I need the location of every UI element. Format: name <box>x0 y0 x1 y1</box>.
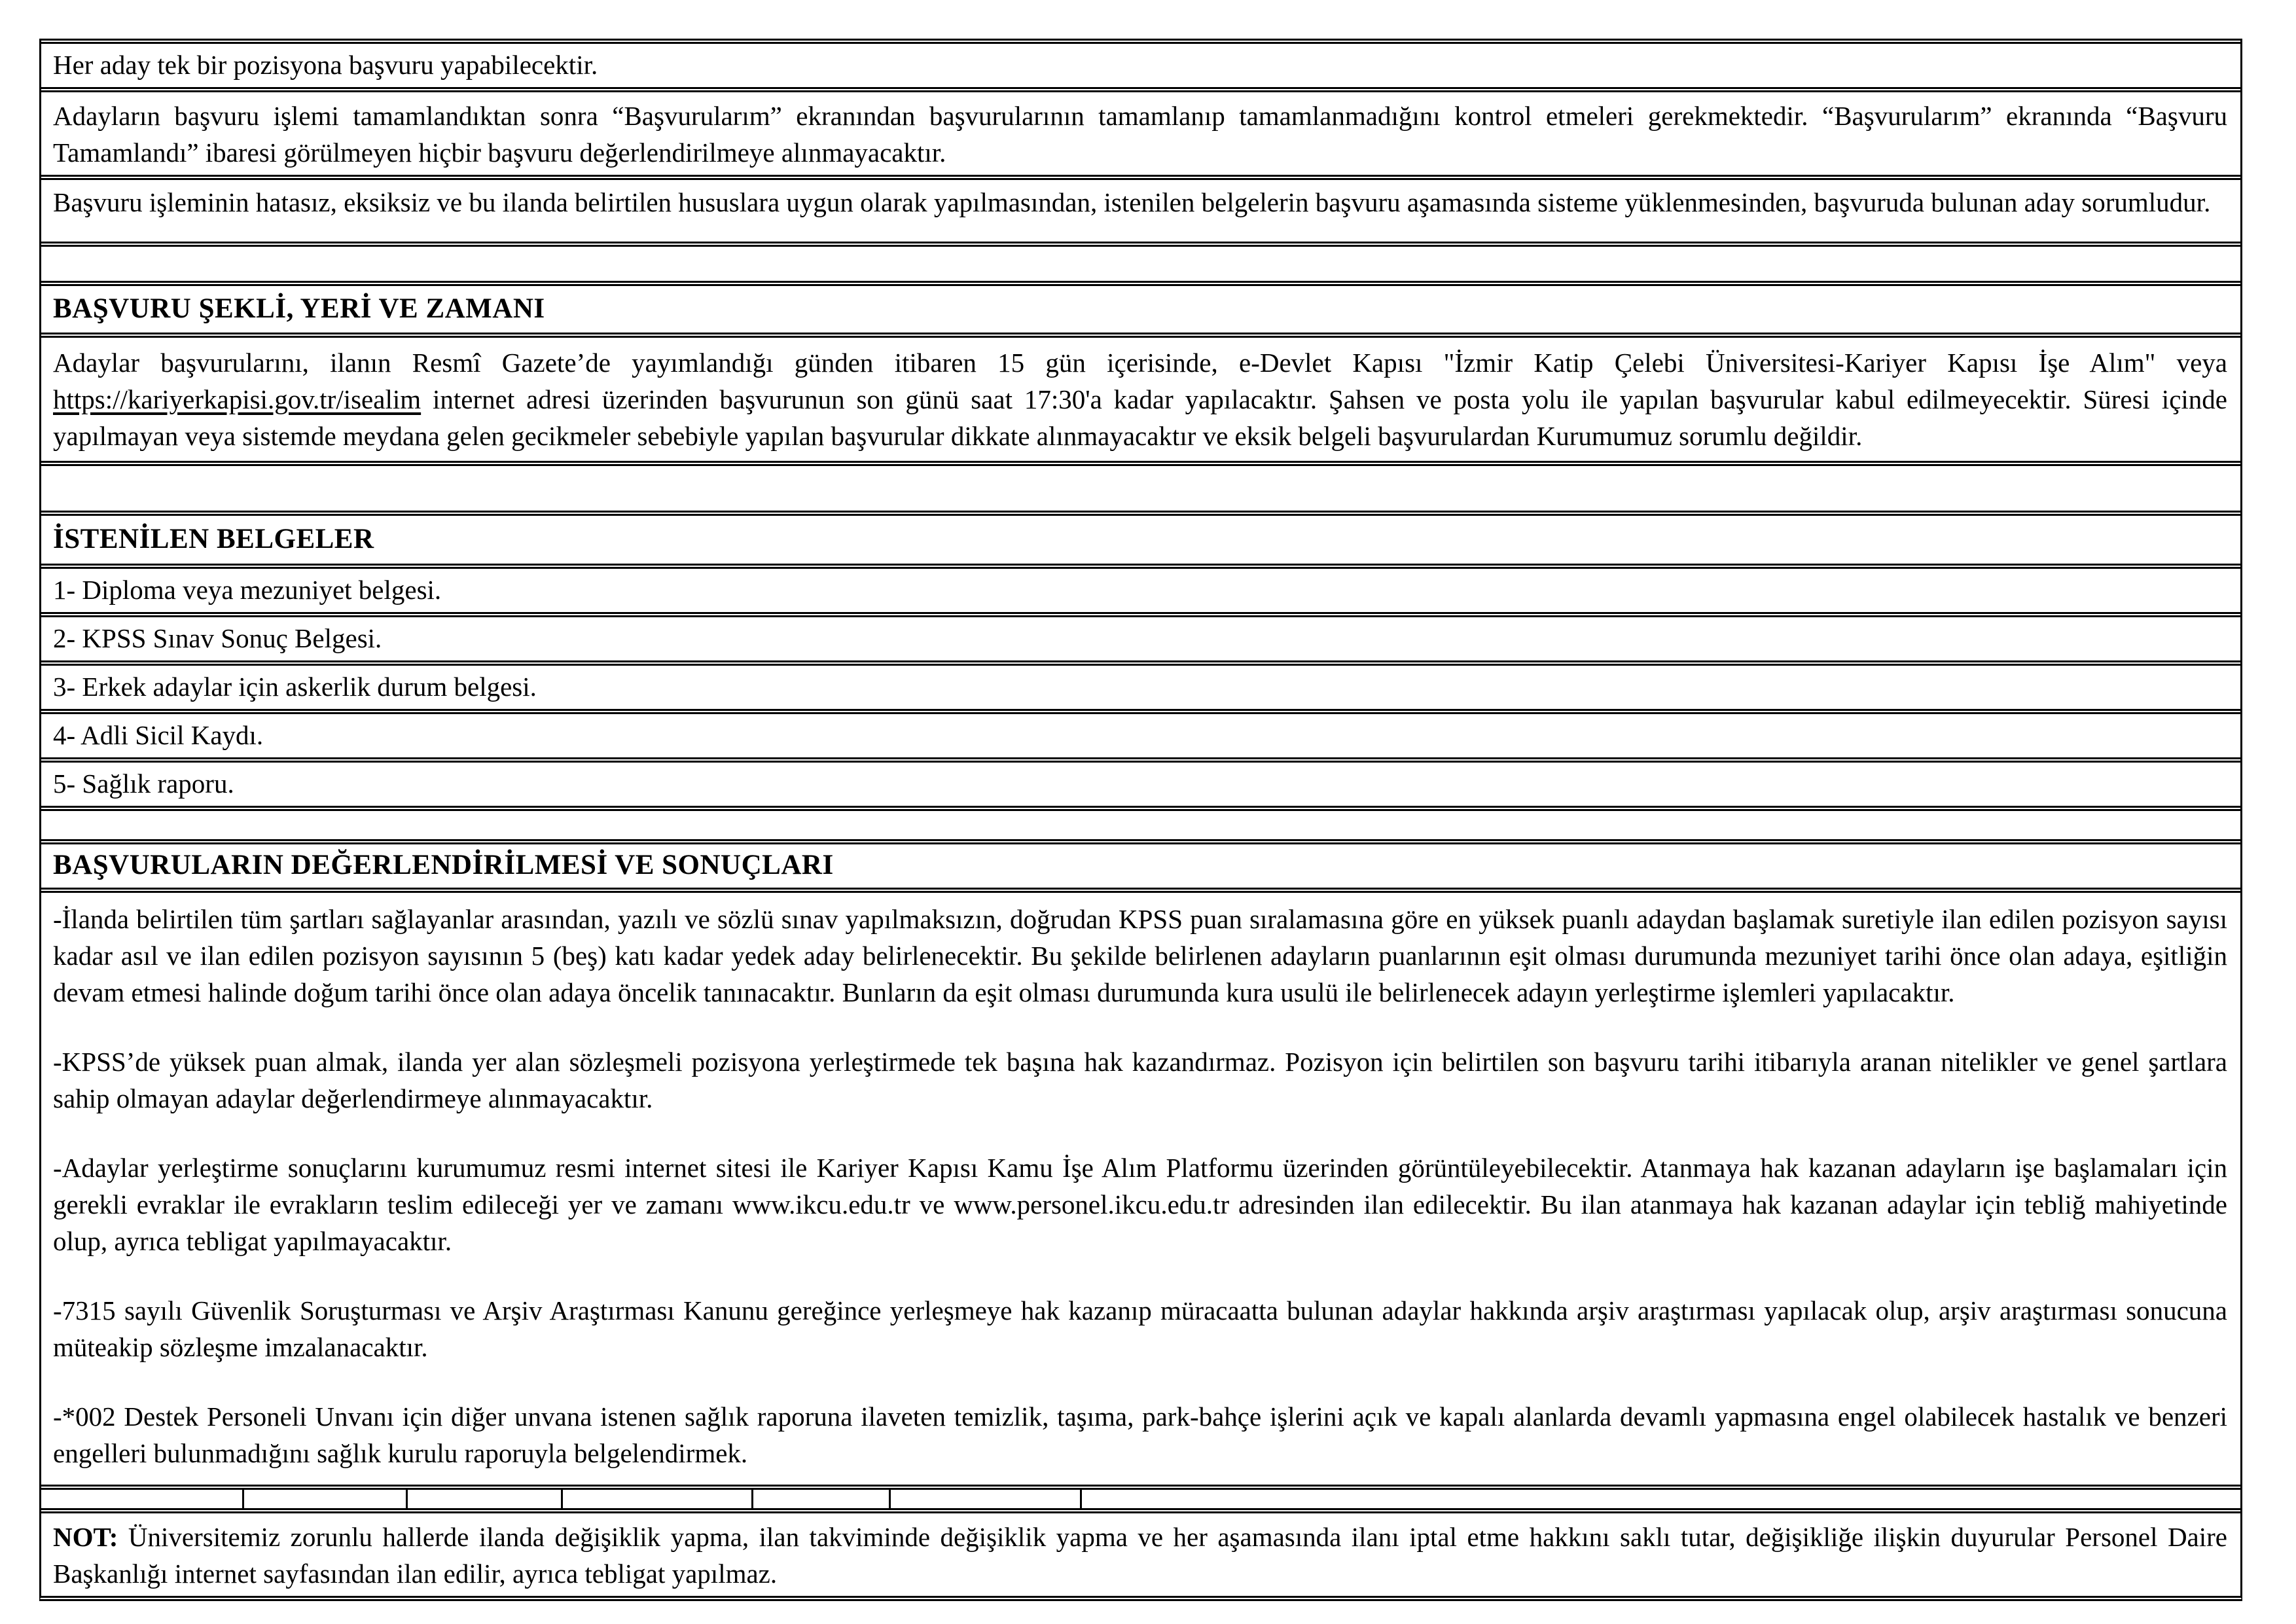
evaluation-paragraph: -Adaylar yerleştirme sonuçlarını kurumumuz resmi internet sitesi ile Kariyer Kapısı Kamu İşe Alım Platformu üzerinden görüntüleyebilecektir. Atanmaya hak kazanan adayların işe başlamaları için gerekli evraklar ile evrakların teslim edileceği yer ve zamanı www.ikcu.edu.tr ve www.personel.ikcu.edu.tr adresinden ilan edilecektir. Bu ilan atanmaya hak kazanan adaylar için tebliğ mahiyetinde olup, ayrıca tebligat yapılmayacaktır. <box>53 1153 2227 1256</box>
grid-cell <box>1082 1490 2240 1508</box>
empty-row <box>41 461 2240 511</box>
announcement-table <box>39 39 2242 1601</box>
evaluation-paragraph: -İlanda belirtilen tüm şartları sağlayanlar arasından, yazılı ve sözlü sınav yapılmaksızın, doğrudan KPSS puan sıralamasına göre en yüksek puanlı adaydan başlamak suretiyle ilan edilen pozisyon sayısı kadar asıl ve ilan edilen pozisyon sayısının 5 (beş) katı kadar yedek aday belirlenecektir. Bu şekilde belirlenen adayların puanlarının eşit olması durumunda mezuniyet tarihi önce olan adaya, eşitliğin devam etmesi halinde doğum tarihi önce olan adaya öncelik tanınacaktır. Bunların da eşit olması durumunda kura usulü ile belirlenecek adayın yerleştirme işlemleri yapılacaktır. <box>53 904 2227 1007</box>
empty-row <box>41 242 2240 281</box>
section-title: İSTENİLEN BELGELER <box>53 523 374 554</box>
paragraph-segment: Adaylar başvurularını, ilanın Resmî Gazete’de yayımlandığı günden itibaren 15 gün içerisinde, e-Devlet Kapısı "İzmir Katip Çelebi Üniversitesi-Kariyer Kapısı İşe Alım" veya <box>53 348 2227 378</box>
paragraph-segment: internet adresi üzerinden başvurunun son günü saat 17:30'a kadar yapılacaktır. Şahsen ve posta yolu ile yapılan başvurular kabul edilmeyecektir. Süresi içinde yapılmayan veya sistemde meydana gelen gecikmeler sebebiyle yapılan başvurular dikkate alınmayacaktır ve eksik belgeli başvurulardan Kurumumuz sorumlu değildir. <box>53 384 2227 451</box>
list-item-text: 4- Adli Sicil Kaydı. <box>53 720 264 750</box>
evaluation-paragraph: -*002 Destek Personeli Unvanı için diğer unvana istenen sağlık raporuna ilaveten temizlik, taşıma, park-bahçe işlerini açık ve kapalı alanlarda devamlı yapmasına engel olabilecek hastalık ve benzeri engelleri bulunmadığını sağlık kurulu raporuyla belgelendirmek. <box>53 1401 2227 1468</box>
rule-text: Adayların başvuru işlemi tamamlandıktan sonra “Başvurularım” ekranından başvurularının tamamlanıp tamamlanmadığını kontrol etmeleri gerekmektedir. “Başvurularım” ekranında “Başvuru Tamamlandı” ibaresi görülmeyen hiçbir başvuru değerlendirilmeye alınmayacaktır. <box>53 101 2227 168</box>
grid-cell <box>244 1490 408 1508</box>
document-list-item <box>41 709 2240 757</box>
document-list-item <box>41 757 2240 806</box>
document-list-item <box>41 612 2240 660</box>
section-title: BAŞVURU ŞEKLİ, YERİ VE ZAMANI <box>53 293 545 324</box>
row-single-position-rule <box>41 39 2240 87</box>
row-note <box>41 1508 2240 1596</box>
row-application-method-paragraph <box>41 333 2240 461</box>
grid-cell <box>891 1490 1082 1508</box>
rule-text: Her aday tek bir pozisyona başvuru yapabilecektir. <box>53 50 598 80</box>
section-title: BAŞVURULARIN DEĞERLENDİRİLMESİ VE SONUÇLARI <box>53 850 834 880</box>
section-header-required-documents <box>41 511 2240 564</box>
rule-text: Başvuru işleminin hatasız, eksiksiz ve bu ilanda belirtilen hususlara uygun olarak yapılmasından, istenilen belgelerin başvuru aşamasında sisteme yüklenmesinden, başvuruda bulunan aday sorumludur. <box>53 187 2211 217</box>
row-check-applications-rule <box>41 87 2240 175</box>
residual-grid-strip <box>41 1485 2240 1508</box>
section-header-evaluation <box>41 839 2240 888</box>
list-item-text: 3- Erkek adaylar için askerlik durum belgesi. <box>53 672 537 702</box>
grid-cell <box>753 1490 891 1508</box>
list-item-text: 2- KPSS Sınav Sonuç Belgesi. <box>53 623 382 653</box>
note-label: NOT: <box>53 1522 118 1552</box>
kariyer-kapisi-link[interactable]: https://kariyerkapisi.gov.tr/isealim <box>53 384 422 414</box>
grid-cell <box>41 1490 244 1508</box>
list-item-text: 1- Diploma veya mezuniyet belgesi. <box>53 575 442 605</box>
grid-cell <box>563 1490 753 1508</box>
note-paragraph <box>53 1519 2227 1592</box>
list-item-text: 5- Sağlık raporu. <box>53 768 234 799</box>
grid-cell <box>408 1490 563 1508</box>
evaluation-paragraph: -KPSS’de yüksek puan almak, ilanda yer alan sözleşmeli pozisyona yerleştirmede tek başına hak kazandırmaz. Pozisyon için belirtilen son başvuru tarihi itibarıyla aranan nitelikler ve genel şartlara sahip olmayan adaylar değerlendirmeye alınmayacaktır. <box>53 1047 2227 1113</box>
note-text: Üniversitemiz zorunlu hallerde ilanda değişiklik yapma, ilan takviminde değişiklik yapma ve her aşamasında ilanı iptal etme hakkını saklı tutar, değişikliğe ilişkin duyurular Personel Daire Başkanlığı internet sayfasından ilan edilir, ayrıca tebligat yapılmaz. <box>53 1522 2227 1589</box>
document-list-item <box>41 660 2240 709</box>
evaluation-paragraph: -7315 sayılı Güvenlik Soruşturması ve Arşiv Araştırması Kanunu gereğince yerleşmeye hak kazanıp müracaatta bulunan adaylar hakkında arşiv araştırması yapılacak olup, arşiv araştırması sonucuna müteakip sözleşme imzalanacaktır. <box>53 1295 2227 1362</box>
document-list-item <box>41 564 2240 612</box>
section-header-application-method <box>41 281 2240 333</box>
application-paragraph <box>53 344 2227 454</box>
row-applicant-responsibility-rule <box>41 175 2240 242</box>
row-evaluation-paragraphs <box>41 888 2240 1485</box>
empty-row <box>41 806 2240 839</box>
